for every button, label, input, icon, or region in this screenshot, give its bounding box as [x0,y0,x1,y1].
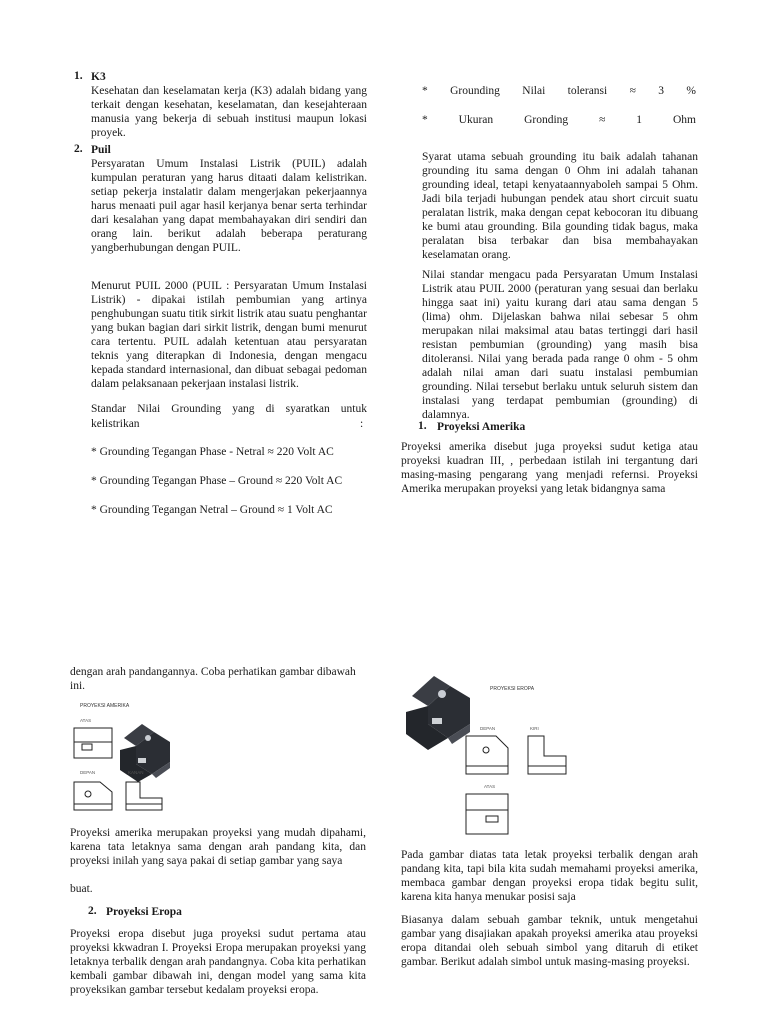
bullet: * [422,85,428,97]
biasanya-paragraph: Biasanya dalam sebuah gambar teknik, untuk mengetahui gambar yang disajiakan apakah proyeksi amerika atau proyeksi eropa ditandai oleh sebuah simbol yang ditaruh di etiket gambar. Berikut adalah simbol untuk masing-masing proyeksi. [401,914,698,968]
k3-heading: K3 [91,71,106,83]
figure-title: PROYEKSI EROPA [490,686,535,692]
cell: Nilai [522,85,546,97]
puil-heading: Puil [91,144,111,156]
front-view [74,782,112,810]
top-view [466,794,508,834]
amerika-heading: Proyeksi Amerika [437,421,526,433]
cell: % [686,85,696,97]
cell: Grounding [450,85,500,97]
label-atas: ATAS [80,718,92,723]
eropa-number: 2. [88,905,97,917]
cell: Ohm [672,114,696,126]
puil-paragraph: Persyaratan Umum Instalasi Listrik (PUIL) adalah kumpulan peraturan yang harus ditaati dalam kelistrikan. setiap pekerja instalatir dalam mengerjakan pekerjaannya harus menaati puil agar hasil kerjanya benar serta terhindar dari kesalahan yang dapat membahayakan diri sendiri dan orang lain. berikut adalah beberapa peraturang yangberhubungan dengan PUIL. [91,158,367,254]
grounding-item: * Grounding Tegangan Phase - Netral ≈ 220 Volt AC [91,446,334,458]
eropa-heading: Proyeksi Eropa [106,906,182,918]
standar-grounding-intro-cont: kelistrikan [91,418,140,430]
amerika-description-end: buat. [70,883,93,895]
amerika-description: Proyeksi amerika merupakan proyeksi yang mudah dipahami, karena tata letaknya sama dengan arah pandang kita, dan proyeksi inilah yang saya pakai di setiap gambar yang saya [70,827,366,867]
figure-title: PROYEKSI AMERIKA [80,703,130,709]
label-kiri: KIRI [530,726,539,731]
eropa-paragraph: Proyeksi eropa disebut juga proyeksi sudut pertama atau proyeksi kkwadran I. Proyeksi Eropa merupakan proyeksi yang letaknya terbalik dengan arah pandangnya. Coba kita perhatikan kembali gambar dibawah ini, dengan model yang sama kita proyeksikan gambar tersebut kedalam proyeksi eropa. [70,928,366,996]
label-depan: DEPAN [80,770,96,775]
nilai-standar-paragraph: Nilai standar mengacu pada Persyaratan Umum Instalasi Listrik atau PUIL 2000 (peraturan yang sesuai dan berlaku hingga saat ini) yaitu kurang dari atau sama dengan 5 (lima) ohm. Dijelaskan bahwa nilai sebesar 5 ohm merupakan nilai maksimal atau batas tertinggi dari hasil resistan pembumian (grounding) yang masih bisa ditoleransi. Nilai yang berada pada range 0 ohm - 5 ohm adalah nilai aman dari suatu instalasi pembumian grounding. Nilai tersebut berlaku untuk seluruh sistem dan instalasi yang terdapat pembumian (grounding) di dalamnya. [422,269,698,421]
isometric-object [406,676,470,750]
cell: Gronding [524,114,569,126]
standar-grounding-colon: : [360,418,364,430]
k3-paragraph: Kesehatan dan keselamatan kerja (K3) adalah bidang yang terkait dengan kesehatan, keselamatan, dan kesejahteraan manusia yang bekerja di sebuah institusi maupun lokasi proyek. [91,85,367,139]
proyeksi-eropa-figure [398,664,574,840]
amerika-number: 1. [418,420,427,432]
cell: toleransi [567,85,608,97]
cell: Ukuran [458,114,494,126]
amerika-paragraph: Proyeksi amerika disebut juga proyeksi sudut ketiga atau proyeksi kuadran III, , perbedaan istilah ini tergantung dari masing-masing pengarang yang menjadi refernsi. Proyeksi Amerika merupakan proyeksi yang letak bidangnya sama [401,441,698,495]
pada-gambar-paragraph: Pada gambar diatas tata letak proyeksi terbalik dengan arah pandang kita, tapi bila kita sudah memahami proyeksi amerika, membaca gambar dengan proyeksi eropa tidak begitu sulit, karena kita hanya menukar posisi saja [401,849,698,903]
nilai-toleransi-row [422,85,696,97]
puil-number: 2. [74,143,83,155]
cell: ≈ [629,85,636,97]
bullet: * [422,114,428,126]
front-view [466,736,508,774]
standar-grounding-intro: Standar Nilai Grounding yang di syaratkan untuk [91,403,367,415]
grounding-item: * Grounding Tegangan Phase – Ground ≈ 220 Volt AC [91,475,343,487]
side-view [126,782,162,810]
grounding-item: * Grounding Tegangan Netral – Ground ≈ 1 Volt AC [91,504,333,516]
label-kanan: KANAN [128,770,144,775]
k3-number: 1. [74,70,83,82]
label-depan: DEPAN [480,726,496,731]
ukuran-row [422,114,696,126]
cell: 1 [636,114,643,126]
proyeksi-amerika-figure [66,698,206,820]
cell: 3 [658,85,664,97]
puil2000-paragraph: Menurut PUIL 2000 (PUIL : Persyaratan Umum Instalasi Listrik) - dipakai istilah pembumian yang artinya penghubungan suatu titik sirkit listrik atau suatu penghantar yang bukan bagian dari sirkit listrik, dengan bumi menurut cara tertentu. PUIL adalah ketentuan atau persyaratan teknis yang diterapkan di Indonesia, dengan mengacu kepada standard internasional, dan dibuat sebagai pedoman dalam pelaksanaan pekerjaan instalasi listrik. [91,280,367,390]
cell: ≈ [599,114,606,126]
amerika-continued-text: dengan arah pandangannya. Coba perhatikan gambar dibawah ini. [70,666,356,692]
syarat-paragraph: Syarat utama sebuah grounding itu baik adalah tahanan grounding itu sama dengan 0 Ohm ini adalah tahanan grounding ideal, tetapi kenyataannyaboleh sampai 5 Ohm. Jadi bila terjadi hubungan pendek atau short circuit suatu peralatan listrik, maka dengan cepat kebocoran itu dibuang ke bumi atau grounding. Bila gounding tidak bagus, maka peralatan bisa terbakar dan bisa membahayakan keselamatan orang. [422,151,698,261]
label-atas: ATAS [484,784,496,789]
top-view [74,728,112,758]
side-view [528,736,566,774]
